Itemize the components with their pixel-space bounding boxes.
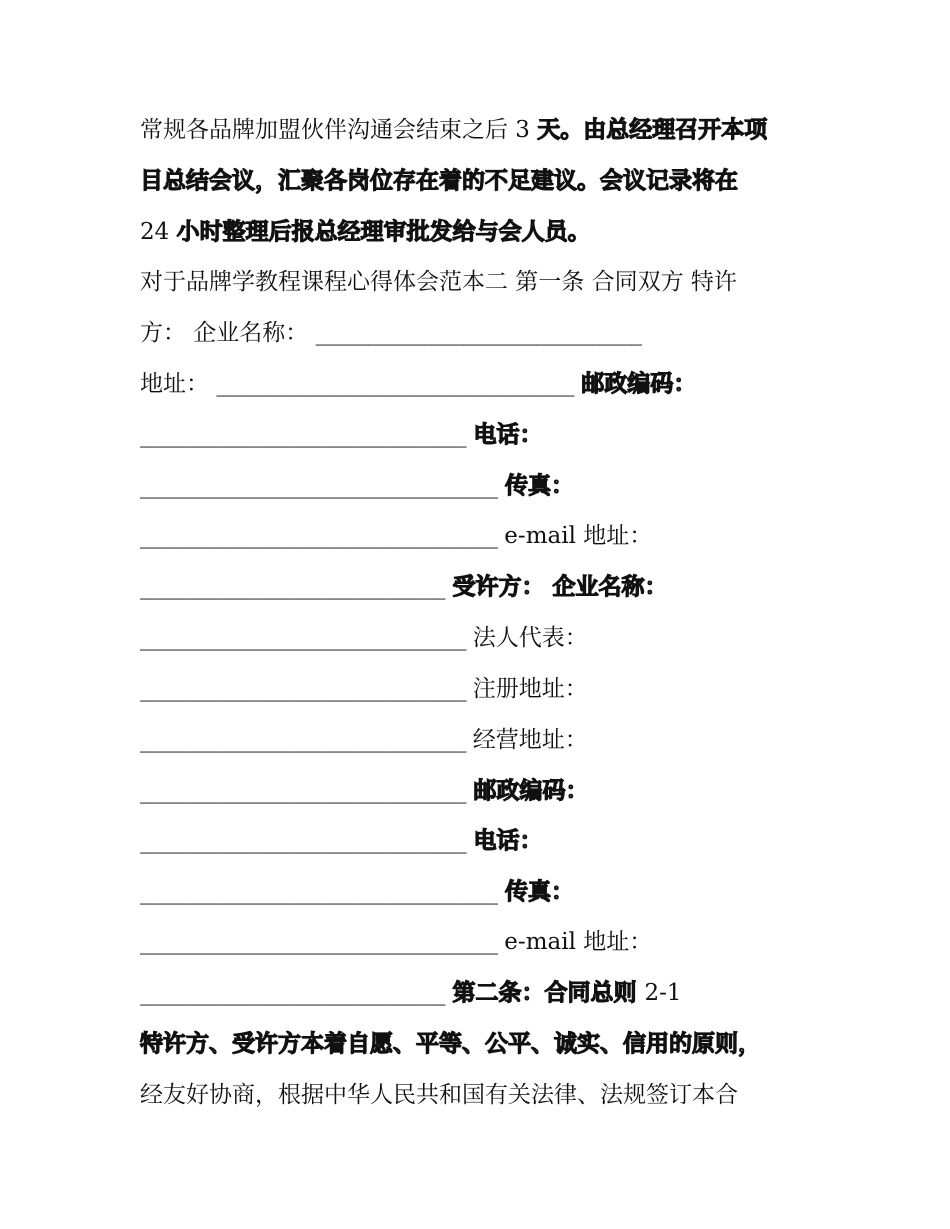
blank-underline: __________________________________: [216, 371, 574, 397]
text-line: [140, 826, 543, 856]
blank-underline: _______________________________: [140, 778, 466, 804]
outlined-text: 目总结会议，汇聚各岗位存在着的不足建议。会议记录将在: [140, 168, 738, 194]
text-line: [140, 267, 737, 297]
text-line: [140, 572, 668, 602]
text-line: [140, 217, 591, 247]
text-line: [140, 623, 588, 653]
blank-underline: __________________________________: [140, 473, 497, 499]
blank-underline: _______________________________: [315, 320, 642, 346]
plain-text: e-mail 地址：: [497, 929, 653, 955]
text-line: [140, 877, 574, 907]
plain-text: 方： 企业名称：: [140, 320, 316, 346]
plain-text: 经营地址：: [465, 727, 588, 753]
text-line: [140, 776, 589, 806]
outlined-text: 传真：: [497, 473, 575, 499]
blank-underline: __________________________________: [140, 879, 497, 905]
text-line: [140, 978, 682, 1008]
outlined-text: 邮政编码：: [465, 778, 589, 804]
text-line: [140, 420, 543, 450]
blank-underline: _______________________________: [140, 828, 466, 854]
plain-text: 24: [140, 219, 177, 245]
outlined-text: 特许方、受许方本着自愿、平等、公平、诚实、信用的原则，: [140, 1031, 761, 1057]
outlined-text: 第二条：合同总则: [444, 980, 645, 1006]
blank-underline: _______________________________: [140, 625, 466, 651]
text-line: [140, 674, 588, 704]
text-line: [140, 471, 574, 501]
plain-text: 地址：: [140, 371, 217, 397]
text-line: [140, 369, 696, 399]
text-line: [140, 115, 767, 145]
plain-text: 2-1: [644, 980, 682, 1006]
outlined-text: 受许方： 企业名称：: [444, 574, 668, 600]
outlined-text: 电话：: [465, 422, 543, 448]
plain-text: 经友好协商，根据中华人民共和国有关法律、法规签订本合: [140, 1082, 738, 1108]
text-line: [140, 166, 738, 196]
outlined-text: 电话：: [465, 828, 543, 854]
text-line: [140, 318, 641, 348]
blank-underline: __________________________________: [140, 523, 497, 549]
plain-text: e-mail 地址：: [497, 523, 653, 549]
blank-underline: __________________________________: [140, 929, 497, 955]
blank-underline: _______________________________: [140, 676, 466, 702]
blank-underline: _____________________________: [140, 980, 445, 1006]
plain-text: 对于品牌学教程课程心得体会范本二 第一条 合同双方 特许: [140, 269, 737, 295]
text-line: [140, 1080, 738, 1110]
blank-underline: _____________________________: [140, 574, 445, 600]
plain-text: 法人代表：: [465, 625, 588, 651]
text-line: [140, 725, 588, 755]
outlined-text: 邮政编码：: [573, 371, 697, 397]
blank-underline: _______________________________: [140, 422, 466, 448]
blank-underline: _______________________________: [140, 727, 466, 753]
outlined-text: 小时整理后报总经理审批发给与会人员。: [176, 219, 591, 245]
outlined-text: 传真：: [497, 879, 575, 905]
plain-text: 常规各品牌加盟伙伴沟通会结束之后 3: [140, 117, 538, 143]
text-line: [140, 927, 652, 957]
text-line: [140, 1029, 761, 1059]
outlined-text: 天。由总经理召开本项: [537, 117, 768, 143]
plain-text: 注册地址：: [465, 676, 588, 702]
text-line: [140, 521, 652, 551]
